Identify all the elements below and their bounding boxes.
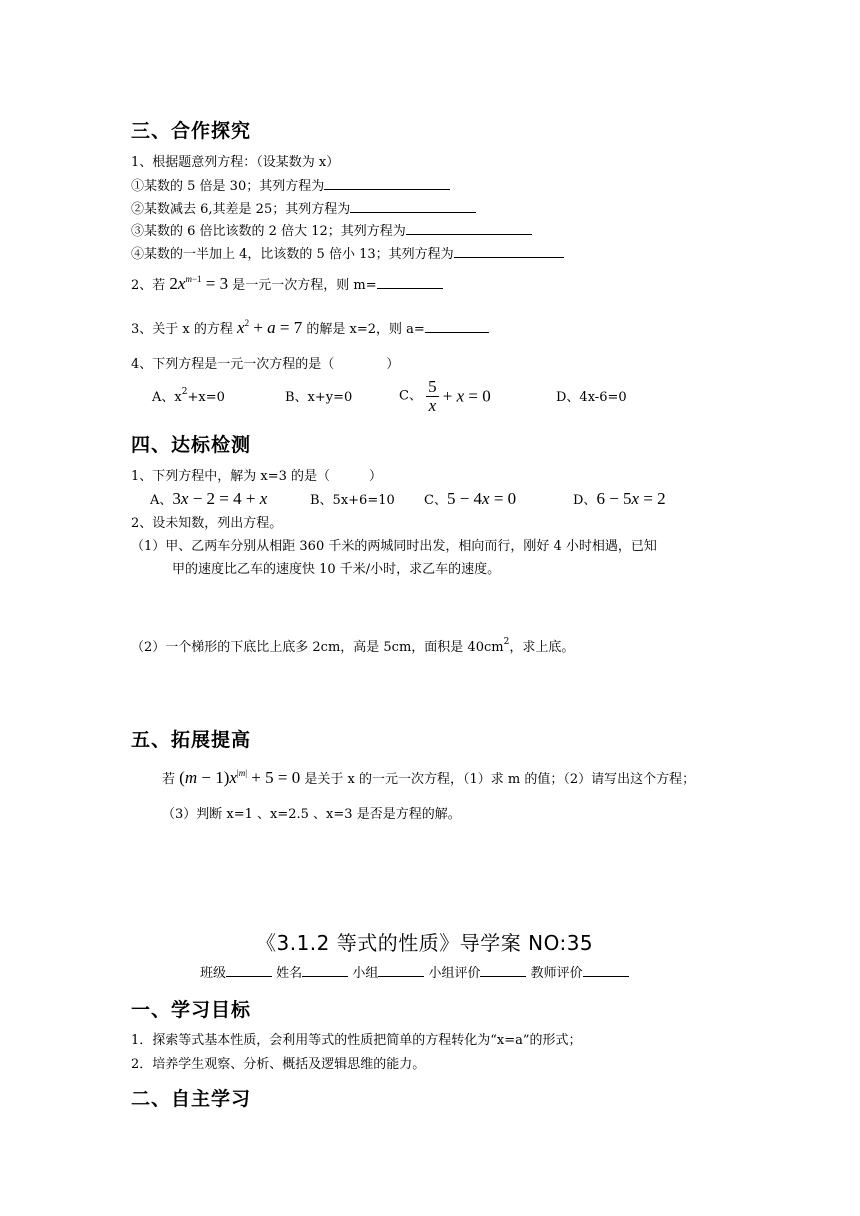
answer-blank — [425, 320, 489, 333]
problem-1-line-2: 甲的速度比乙车的速度快 10 千米/小时，求乙车的速度。 — [172, 562, 501, 577]
option-b: B、x+y=0 — [285, 390, 353, 405]
answer-blank — [324, 177, 450, 190]
answer-blank — [350, 200, 476, 213]
group-blank — [378, 964, 424, 977]
group-eval-blank — [480, 964, 526, 977]
option-c: C、 $\frac{5}{x}$ + x = 0 — [399, 377, 491, 415]
check-option-c: C、5 − 4x = 0 — [424, 489, 517, 508]
check-question-1: 1、下列方程中，解为 x=3 的是（ ） — [131, 469, 383, 484]
section-heading-self-study: 二、自主学习 — [131, 1088, 252, 1110]
extend-line-1: 若 $(m - 1)x^{|m|} + 5 = 0$ 是关于 x 的一元一次方程，（1）求 m 的值；（2）请写出这个方程； — [162, 768, 696, 787]
check-option-b: B、5x+6=10 — [310, 493, 395, 508]
lesson-title: 《3.1.2 等式的性质》导学案 NO:35 — [256, 931, 594, 955]
question-1-intro: 1、根据题意列方程：（设某数为 x） — [131, 155, 340, 170]
goal-2: 2．培养学生观察、分析、概括及逻辑思维的能力。 — [131, 1057, 426, 1072]
q1-item-3: ③某数的 6 倍比该数的 2 倍大 12；其列方程为 — [131, 222, 532, 240]
student-info-line: 班级 姓名 小组 小组评价 教师评价 — [200, 964, 629, 982]
class-blank — [226, 964, 272, 977]
question-4: 4、下列方程是一元一次方程的是（ ） — [131, 357, 400, 372]
answer-blank — [377, 276, 443, 289]
extend-line-2: （3）判断 x=1 、x=2.5 、x=3 是否是方程的解。 — [162, 807, 461, 822]
name-blank — [302, 964, 348, 977]
check-option-a: A、3x − 2 = 4 + x — [150, 489, 268, 508]
problem-1-line-1: （1）甲、乙两车分别从相距 360 千米的两城同时出发，相向而行，刚好 4 小时相遇，已知 — [131, 539, 657, 554]
problem-2: （2）一个梯形的下底比上底多 2cm，高是 5cm，面积是 $40cm^2$，求上底。 — [131, 637, 575, 655]
check-option-d: D、6 − 5x = 2 — [573, 489, 666, 508]
equation: $(m - 1)x^{|m|} + 5 = 0$ — [179, 768, 301, 787]
q1-item-1: ①某数的 5 倍是 30；其列方程为 — [131, 177, 450, 195]
check-question-2: 2、设未知数，列出方程。 — [131, 516, 283, 531]
section-heading-extend: 五、拓展提高 — [131, 729, 252, 751]
teacher-eval-blank — [583, 964, 629, 977]
fraction: $\frac{5}{x}$ — [428, 377, 437, 415]
q1-item-2: ②某数减去 6,其差是 25；其列方程为 — [131, 200, 476, 218]
goal-1: 1．探索等式基本性质，会利用等式的性质把简单的方程转化为“x=a”的形式； — [131, 1033, 582, 1048]
question-2: 2、若 $2x^{m-1} = 3$ 是一元一次方程，则 m= — [131, 276, 443, 294]
answer-blank — [406, 222, 532, 235]
answer-blank — [454, 245, 564, 258]
section-heading-goals: 一、学习目标 — [131, 999, 252, 1021]
q1-item-4: ④某数的一半加上 4，比该数的 5 倍小 13；其列方程为 — [131, 245, 564, 263]
option-a: A、$x^2+x=0$ — [152, 387, 225, 405]
option-d: D、4x-6=0 — [556, 390, 627, 405]
equation: $x^2 + a = 7$ — [237, 318, 303, 337]
equation: $2x^{m-1} = 3$ — [169, 274, 229, 293]
section-heading-cooperate: 三、合作探究 — [131, 120, 252, 142]
question-3: 3、关于 x 的方程 $x^2 + a = 7$ 的解是 x=2，则 a= — [131, 320, 489, 338]
section-heading-check: 四、达标检测 — [131, 434, 252, 456]
